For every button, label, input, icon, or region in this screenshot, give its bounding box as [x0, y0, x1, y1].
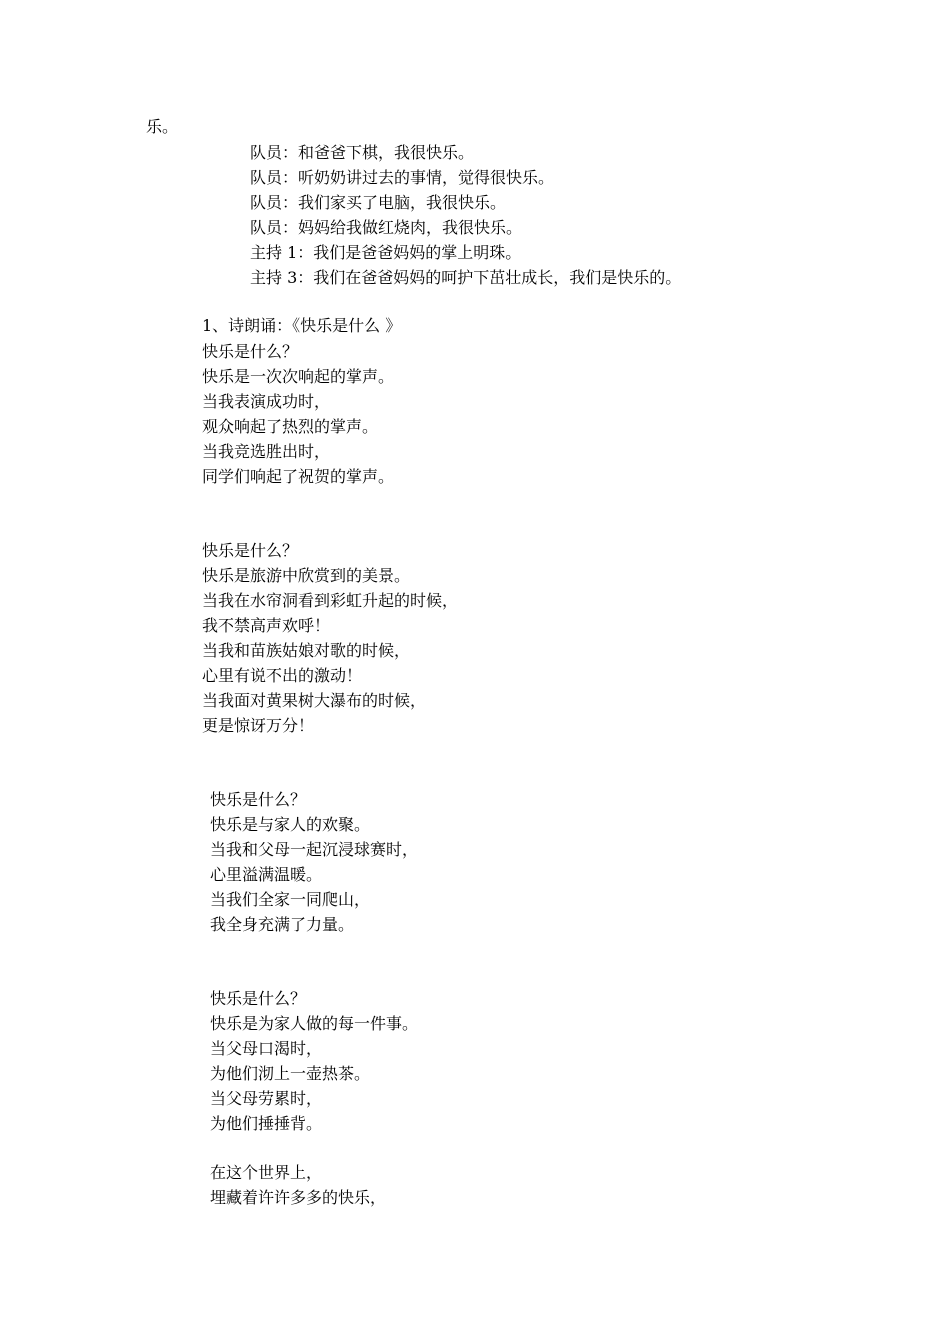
stanza-1-line: 观众响起了热烈的掌声。: [202, 417, 379, 436]
dialogue-line: 队员：听奶奶讲过去的事情，觉得很快乐。: [250, 168, 555, 187]
stanza-4-line: 当父母劳累时，: [210, 1089, 323, 1108]
stanza-1-line: 当我表演成功时，: [202, 392, 331, 411]
stanza-3-line: 当我和父母一起沉浸球赛时，: [210, 840, 419, 859]
stanza-3-line: 心里溢满温暖。: [210, 865, 323, 884]
dialogue-line: 主持 3：我们在爸爸妈妈的呵护下茁壮成长，我们是快乐的。: [250, 268, 682, 287]
stanza-4-line: 为他们捶捶背。: [210, 1114, 323, 1133]
stanza-1-line: 当我竞选胜出时，: [202, 442, 331, 461]
stanza-2-line: 快乐是什么？: [202, 541, 299, 560]
stanza-5-line: 在这个世界上，: [210, 1163, 323, 1182]
dialogue-line: 主持 1：我们是爸爸妈妈的掌上明珠。: [250, 243, 522, 262]
stanza-3-line: 快乐是什么？: [210, 790, 307, 809]
stanza-4-line: 快乐是什么？: [210, 989, 307, 1008]
stanza-1-line: 同学们响起了祝贺的掌声。: [202, 467, 395, 486]
stanza-4-line: 当父母口渴时，: [210, 1039, 323, 1058]
dialogue-line: 队员：和爸爸下棋，我很快乐。: [250, 143, 475, 162]
stanza-4-line: 为他们沏上一壶热茶。: [210, 1064, 371, 1083]
stanza-5-line: 埋藏着许许多多的快乐，: [210, 1188, 387, 1207]
dialogue-line: 队员：我们家买了电脑，我很快乐。: [250, 193, 507, 212]
stanza-2-line: 更是惊讶万分！: [202, 716, 315, 735]
stanza-3-line: 快乐是与家人的欢聚。: [210, 815, 371, 834]
stanza-1-line: 快乐是一次次响起的掌声。: [202, 367, 395, 386]
stanza-2-line: 当我和苗族姑娘对歌的时候，: [202, 641, 411, 660]
opening-fragment: 乐。: [146, 117, 179, 136]
stanza-2-line: 当我面对黄果树大瀑布的时候，: [202, 691, 427, 710]
stanza-1-line: 快乐是什么？: [202, 342, 299, 361]
stanza-2-line: 快乐是旅游中欣赏到的美景。: [202, 566, 411, 585]
stanza-3-line: 当我们全家一同爬山，: [210, 890, 371, 909]
stanza-2-line: 我不禁高声欢呼！: [202, 616, 331, 635]
stanza-4-line: 快乐是为家人做的每一件事。: [210, 1014, 419, 1033]
stanza-2-line: 当我在水帘洞看到彩虹升起的时候，: [202, 591, 459, 610]
stanza-2-line: 心里有说不出的激动！: [202, 666, 363, 685]
poem-heading: 1、诗朗诵：《快乐是什么 》: [202, 316, 402, 335]
stanza-3-line: 我全身充满了力量。: [210, 915, 355, 934]
dialogue-line: 队员：妈妈给我做红烧肉，我很快乐。: [250, 218, 523, 237]
